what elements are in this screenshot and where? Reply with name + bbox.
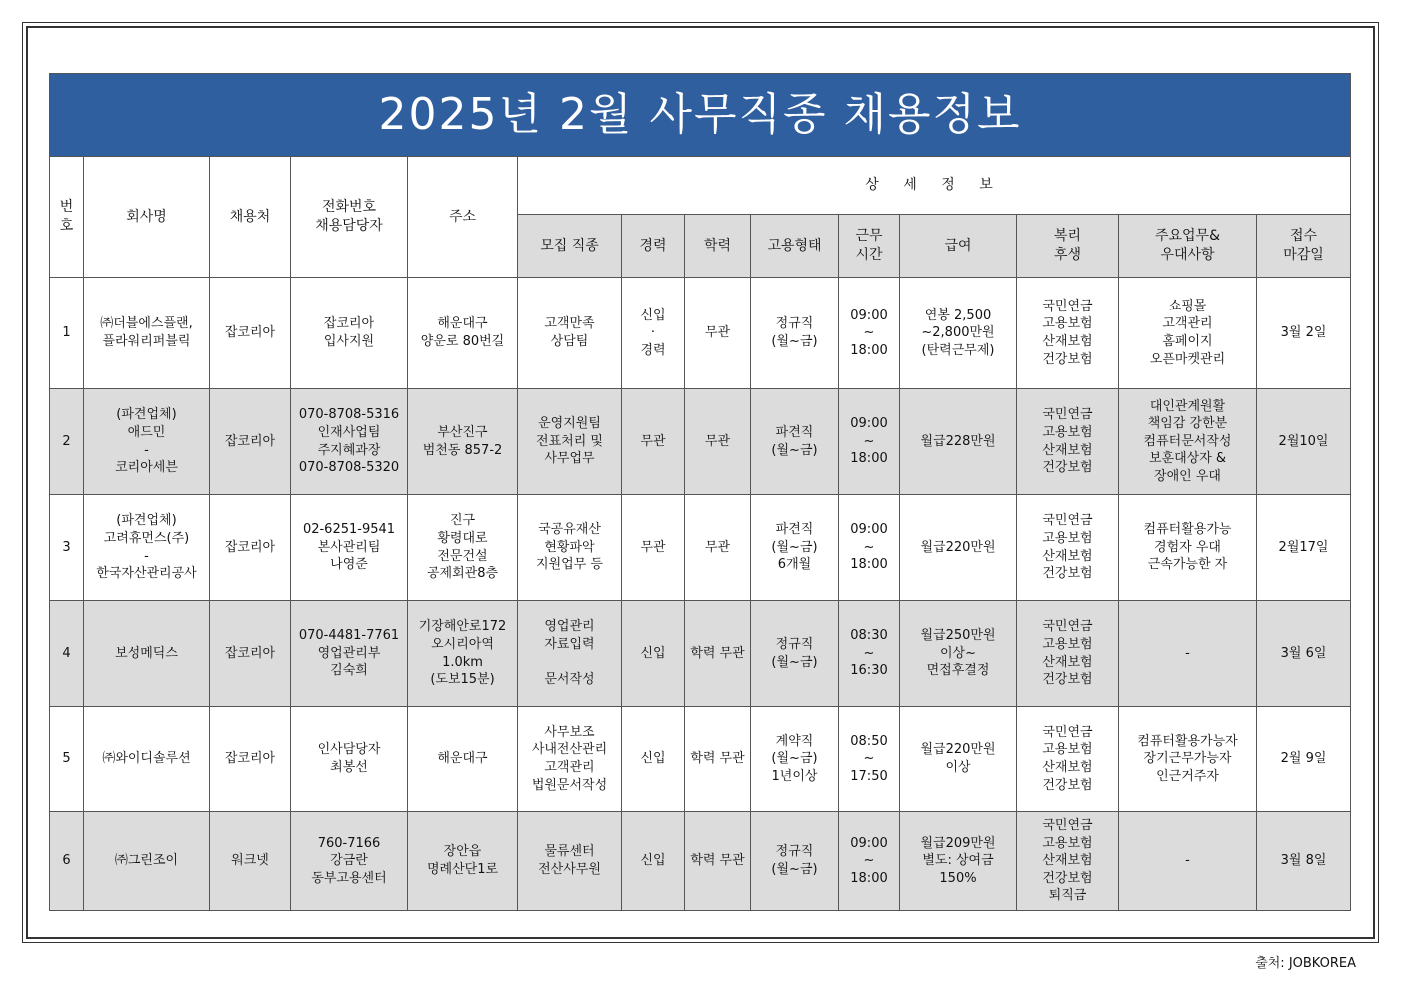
- cell-welfare-line: 국민연금: [1042, 619, 1093, 635]
- cell-duties-line: 근속가능한 자: [1147, 557, 1228, 573]
- cell-position-line: 고객관리: [544, 760, 595, 775]
- cell-hours-line: ~: [863, 433, 875, 449]
- cell-welfare-line: 국민연금: [1042, 724, 1093, 740]
- header-deadline-line: 접수: [1289, 228, 1318, 245]
- cell-welfare-line: 건강보험: [1042, 351, 1093, 367]
- cell-position-line: 현황파악: [544, 539, 595, 555]
- cell-career-line: 무관: [640, 539, 666, 555]
- cell-welfare-line: 건강보험: [1042, 777, 1093, 793]
- cell-employment-line: 정규직: [775, 636, 814, 652]
- cell-salary: [900, 389, 1017, 495]
- cell-employment: [751, 389, 839, 495]
- cell-address-line: 양운로 80번길: [420, 334, 505, 349]
- cell-hours: [839, 601, 900, 707]
- cell-welfare-line: 건강보험: [1042, 566, 1093, 582]
- cell-contact-line: 070-8708-5320: [298, 460, 400, 476]
- cell-hours: [839, 389, 900, 495]
- cell-salary: [900, 495, 1017, 601]
- header-hours-line: 근무: [855, 228, 883, 245]
- cell-duties-line: 책임감 강한분: [1147, 416, 1228, 432]
- cell-duties-line: 고객관리: [1162, 316, 1213, 332]
- cell-hours-line: 18:00: [850, 557, 888, 573]
- cell-employment: [751, 278, 839, 389]
- cell-hours-line: ~: [863, 539, 875, 555]
- header-hours: [839, 215, 900, 278]
- cell-duties: [1119, 389, 1257, 495]
- cell-employment-line: 정규직: [775, 316, 814, 332]
- cell-employment: [751, 601, 839, 707]
- cell-address-line: 기장해안로172: [418, 619, 507, 635]
- header-employer: 채용처: [210, 157, 291, 278]
- cell-address: [408, 495, 518, 601]
- cell-salary-line: 월급228만원: [920, 433, 996, 449]
- cell-company: [84, 389, 210, 495]
- cell-deadline: 3월 6일: [1257, 601, 1351, 707]
- cell-address: [408, 389, 518, 495]
- cell-contact: [291, 812, 408, 911]
- cell-contact-line: 동부고용센터: [311, 870, 387, 886]
- cell-duties: [1119, 278, 1257, 389]
- source-credit: 출처: JOBKOREA: [1255, 956, 1356, 971]
- header-position: 모집 직종: [518, 215, 622, 278]
- cell-salary-line: 150%: [939, 870, 977, 886]
- cell-duties-line: 인근거주자: [1156, 768, 1219, 784]
- header-employment: 고용형태: [751, 215, 839, 278]
- cell-hours-line: 09:00: [850, 307, 888, 323]
- cell-address-line: 오시리아역: [431, 636, 494, 652]
- cell-career-line: ·: [650, 325, 656, 341]
- cell-career: [622, 389, 685, 495]
- header-duties-line: 주요업무&: [1154, 228, 1220, 245]
- cell-welfare-line: 산재보험: [1042, 760, 1093, 775]
- cell-welfare-line: 국민연금: [1042, 407, 1093, 423]
- cell-welfare-line: 고용보험: [1042, 742, 1093, 758]
- job-listing-table: [49, 73, 1351, 911]
- cell-welfare-line: 고용보험: [1042, 424, 1093, 440]
- cell-address-line: 범천동 857-2: [422, 442, 503, 458]
- cell-company-line: 고려휴먼스(주): [103, 530, 190, 546]
- cell-salary-line: ~2,800만원: [921, 325, 995, 341]
- cell-contact: [291, 707, 408, 812]
- cell-position-line: 사무업무: [544, 451, 595, 467]
- header-detail: 상 세 정 보: [518, 157, 1351, 215]
- cell-contact-line: 나영준: [330, 557, 368, 573]
- cell-address-line: 전문건설: [437, 548, 488, 564]
- cell-employment: [751, 812, 839, 911]
- cell-hours-line: ~: [863, 325, 875, 341]
- cell-welfare-line: 고용보험: [1042, 530, 1093, 546]
- header-education: 학력: [685, 215, 751, 278]
- cell-no: 5: [50, 707, 84, 812]
- cell-salary-line: 이상: [945, 760, 971, 775]
- cell-welfare-line: 국민연금: [1042, 513, 1093, 529]
- cell-education: 무관: [685, 389, 751, 495]
- cell-duties-line: 쇼핑몰: [1168, 298, 1207, 314]
- cell-contact-line: 760-7166: [317, 835, 381, 851]
- cell-company-line: 보성메딕스: [115, 645, 178, 661]
- cell-duties-line: 장애인 우대: [1154, 468, 1221, 484]
- header-career: 경력: [622, 215, 685, 278]
- cell-hours: [839, 812, 900, 911]
- cell-contact-line: 강금란: [330, 853, 368, 869]
- cell-deadline: 2월10일: [1257, 389, 1351, 495]
- cell-address: [408, 812, 518, 911]
- cell-duties: [1119, 495, 1257, 601]
- cell-employment-line: 6개월: [777, 557, 812, 573]
- cell-welfare-line: 고용보험: [1042, 835, 1093, 851]
- cell-salary-line: 월급209만원: [920, 835, 996, 851]
- cell-salary-line: (탄력근무제): [921, 342, 995, 358]
- cell-position-line: 고객만족: [544, 316, 595, 332]
- cell-contact-line: 070-4481-7761: [298, 628, 400, 644]
- cell-address-line: 진구: [449, 513, 476, 529]
- cell-employment-line: (월~금): [771, 442, 818, 458]
- cell-contact-line: 070-8708-5316: [298, 407, 400, 423]
- cell-welfare: [1017, 495, 1119, 601]
- cell-duties: [1119, 707, 1257, 812]
- cell-career-line: 신입: [640, 751, 666, 767]
- cell-duties-line: 홈페이지: [1162, 334, 1213, 349]
- cell-company: [84, 601, 210, 707]
- cell-employer: 잡코리아: [210, 707, 291, 812]
- cell-hours-line: 18:00: [850, 451, 888, 467]
- cell-contact-line: 잡코리아: [323, 316, 375, 332]
- cell-hours: [839, 278, 900, 389]
- cell-welfare-line: 건강보험: [1042, 870, 1093, 886]
- cell-welfare-line: 산재보험: [1042, 853, 1093, 869]
- cell-position: [518, 707, 622, 812]
- cell-salary: [900, 707, 1017, 812]
- cell-employer: 잡코리아: [210, 495, 291, 601]
- cell-contact: [291, 278, 408, 389]
- header-welfare-line: 후생: [1053, 247, 1082, 263]
- header-deadline: [1257, 215, 1351, 278]
- cell-hours-line: 16:30: [850, 663, 888, 679]
- page-title: 2025년 2월 사무직종 채용정보: [50, 74, 1351, 157]
- cell-welfare-line: 고용보험: [1042, 636, 1093, 652]
- cell-position: [518, 495, 622, 601]
- cell-welfare: [1017, 601, 1119, 707]
- cell-company-line: 한국자산관리공사: [96, 566, 197, 582]
- cell-salary-line: 월급220만원: [920, 742, 996, 758]
- cell-position-line: 상담팀: [550, 334, 589, 349]
- cell-career: [622, 495, 685, 601]
- cell-salary: [900, 601, 1017, 707]
- header-duties: [1119, 215, 1257, 278]
- header-welfare: [1017, 215, 1119, 278]
- cell-welfare-line: 산재보험: [1042, 654, 1093, 670]
- cell-contact-line: 최봉선: [330, 760, 368, 775]
- cell-employment: [751, 707, 839, 812]
- cell-career-line: 신입: [640, 307, 666, 323]
- cell-employment-line: (월~금): [771, 539, 818, 555]
- cell-welfare-line: 고용보험: [1042, 316, 1093, 332]
- cell-address-line: 해운대구: [437, 751, 488, 767]
- cell-no: 1: [50, 278, 84, 389]
- cell-duties-line: 장기근무가능자: [1143, 751, 1232, 767]
- cell-duties: [1119, 601, 1257, 707]
- cell-welfare: [1017, 389, 1119, 495]
- header-no: [50, 157, 84, 278]
- table-row: [50, 707, 1351, 812]
- cell-employment-line: 파견직: [775, 522, 814, 538]
- header-contact-line: 채용담당자: [315, 218, 383, 234]
- cell-welfare-line: 산재보험: [1042, 548, 1093, 564]
- cell-welfare-line: 국민연금: [1042, 298, 1093, 314]
- cell-career: [622, 601, 685, 707]
- cell-duties-line: 대인관계원활: [1149, 398, 1226, 414]
- cell-no: 3: [50, 495, 84, 601]
- cell-hours: [839, 495, 900, 601]
- cell-position: [518, 389, 622, 495]
- cell-employer: 잡코리아: [210, 389, 291, 495]
- cell-duties-line: 컴퓨터활용가능자: [1137, 733, 1238, 749]
- cell-position-line: 영업관리: [544, 619, 595, 635]
- cell-employer: 잡코리아: [210, 278, 291, 389]
- cell-position-line: 문서작성: [544, 672, 595, 688]
- cell-education: 학력 무관: [685, 707, 751, 812]
- cell-position-line: 운영지원팀: [538, 416, 601, 432]
- cell-deadline: 3월 2일: [1257, 278, 1351, 389]
- cell-duties-line: 경험자 우대: [1154, 539, 1221, 555]
- table-row: [50, 278, 1351, 389]
- cell-career-line: 신입: [640, 853, 666, 869]
- cell-hours-line: ~: [863, 751, 875, 767]
- cell-employment-line: (월~금): [771, 862, 818, 877]
- cell-hours-line: 18:00: [850, 342, 888, 358]
- cell-career: [622, 812, 685, 911]
- cell-address: [408, 707, 518, 812]
- cell-position-line: 법원문서작성: [531, 777, 608, 793]
- cell-contact-line: 인사담당자: [317, 742, 381, 758]
- cell-employment-line: 정규직: [775, 844, 814, 860]
- cell-education: 무관: [685, 495, 751, 601]
- cell-career-line: 무관: [640, 433, 666, 449]
- cell-contact: [291, 601, 408, 707]
- cell-career-line: 경력: [640, 342, 666, 358]
- cell-welfare-line: 건강보험: [1042, 460, 1093, 476]
- cell-employment-line: (월~금): [771, 654, 818, 670]
- cell-employment-line: (월~금): [771, 751, 818, 767]
- table-row: [50, 812, 1351, 911]
- cell-welfare-line: 퇴직금: [1048, 888, 1087, 904]
- header-address: 주소: [408, 157, 518, 278]
- cell-duties: [1119, 812, 1257, 911]
- cell-company: [84, 812, 210, 911]
- cell-company-line: -: [144, 442, 149, 458]
- cell-salary-line: 월급250만원: [920, 628, 996, 644]
- cell-no: 6: [50, 812, 84, 911]
- cell-address-line: 1.0km: [442, 654, 483, 670]
- header-contact-line: 전화번호: [321, 199, 377, 216]
- cell-career: [622, 278, 685, 389]
- cell-position-line: 지원업무 등: [536, 557, 603, 573]
- cell-welfare-line: 산재보험: [1042, 442, 1093, 458]
- cell-position-line: 물류센터: [544, 844, 595, 860]
- table-row: [50, 495, 1351, 601]
- cell-contact-line: 인재사업팀: [317, 424, 381, 440]
- cell-hours-line: ~: [863, 645, 875, 661]
- cell-hours-line: 17:50: [850, 768, 888, 784]
- cell-position-line: 국공유재산: [538, 522, 601, 538]
- cell-duties-line: -: [1185, 853, 1190, 869]
- cell-salary-line: 면접후결정: [926, 663, 990, 679]
- cell-employer: 잡코리아: [210, 601, 291, 707]
- cell-position: [518, 601, 622, 707]
- cell-duties-line: 보훈대상자 &: [1148, 451, 1227, 467]
- cell-hours-line: 08:50: [850, 733, 888, 749]
- cell-deadline: 3월 8일: [1257, 812, 1351, 911]
- cell-welfare-line: 국민연금: [1042, 818, 1093, 834]
- cell-duties-line: -: [1185, 645, 1190, 661]
- cell-hours-line: 09:00: [850, 522, 888, 538]
- cell-salary-line: 별도: 상여금: [922, 853, 994, 869]
- cell-company-line: (파견업체): [116, 407, 177, 423]
- cell-welfare: [1017, 812, 1119, 911]
- cell-no: 4: [50, 601, 84, 707]
- cell-position-line: 전표처리 및: [536, 433, 603, 449]
- cell-company: [84, 495, 210, 601]
- cell-duties-line: 컴퓨터활용가능: [1143, 522, 1232, 538]
- cell-position: [518, 278, 622, 389]
- cell-contact-line: 주지혜과장: [317, 442, 381, 458]
- cell-salary: [900, 278, 1017, 389]
- cell-hours-line: 18:00: [850, 870, 888, 886]
- cell-no: 2: [50, 389, 84, 495]
- table-row: [50, 389, 1351, 495]
- cell-company-line: ㈜와이디솔루션: [102, 751, 191, 767]
- cell-address: [408, 601, 518, 707]
- cell-contact-line: 김숙희: [330, 663, 368, 679]
- cell-company: [84, 707, 210, 812]
- table-row: [50, 601, 1351, 707]
- cell-hours-line: ~: [863, 853, 875, 869]
- cell-contact: [291, 495, 408, 601]
- cell-address-line: 공제회관8층: [426, 566, 499, 582]
- cell-hours: [839, 707, 900, 812]
- cell-contact-line: 02-6251-9541: [302, 522, 396, 538]
- cell-employer: 워크넷: [210, 812, 291, 911]
- cell-address-line: 황령대로: [437, 530, 488, 546]
- cell-position: [518, 812, 622, 911]
- cell-company: [84, 278, 210, 389]
- cell-contact-line: 입사지원: [323, 334, 375, 349]
- header-hours-line: 시간: [855, 247, 883, 263]
- cell-employment-line: 계약직: [775, 733, 814, 749]
- cell-welfare: [1017, 707, 1119, 812]
- cell-position-line: 전산사무원: [538, 862, 601, 877]
- cell-employment-line: 1년이상: [771, 768, 818, 784]
- cell-company-line: ㈜더블에스플랜,: [100, 316, 193, 332]
- cell-deadline: 2월 9일: [1257, 707, 1351, 812]
- header-welfare-line: 복리: [1053, 228, 1082, 245]
- cell-employment-line: (월~금): [771, 334, 818, 349]
- cell-duties-line: 오픈마켓관리: [1149, 351, 1226, 367]
- cell-address-line: (도보15분): [430, 672, 495, 688]
- cell-employment-line: 파견직: [775, 424, 814, 440]
- cell-position-line: 사내전산관리: [531, 742, 608, 758]
- cell-hours-line: 08:30: [850, 628, 888, 644]
- cell-company-line: ㈜그린조이: [114, 853, 179, 869]
- header-company: 회사명: [84, 157, 210, 278]
- cell-education: 학력 무관: [685, 601, 751, 707]
- cell-contact-line: 영업관리부: [317, 645, 381, 661]
- cell-address-line: 장안읍: [443, 844, 482, 860]
- cell-address-line: 해운대구: [437, 316, 488, 332]
- cell-company-line: 코리아세븐: [115, 460, 178, 476]
- cell-salary: [900, 812, 1017, 911]
- header-no-text: 번호: [59, 199, 74, 234]
- header-duties-line: 우대사항: [1160, 247, 1215, 263]
- cell-contact: [291, 389, 408, 495]
- cell-welfare-line: 건강보험: [1042, 672, 1093, 688]
- cell-career: [622, 707, 685, 812]
- cell-company-line: 애드민: [127, 424, 166, 440]
- header-salary: 급여: [900, 215, 1017, 278]
- cell-welfare-line: 산재보험: [1042, 334, 1093, 349]
- cell-salary-line: 월급220만원: [920, 539, 996, 555]
- cell-salary-line: 이상~: [939, 645, 976, 661]
- cell-welfare: [1017, 278, 1119, 389]
- cell-address: [408, 278, 518, 389]
- cell-duties-line: 컴퓨터문서작성: [1143, 433, 1232, 449]
- cell-contact-line: 본사관리팀: [317, 539, 381, 555]
- header-contact: [291, 157, 408, 278]
- cell-deadline: 2월17일: [1257, 495, 1351, 601]
- cell-salary-line: 연봉 2,500: [924, 307, 992, 323]
- header-deadline-line: 마감일: [1283, 247, 1324, 263]
- cell-career-line: 신입: [640, 645, 666, 661]
- cell-education: 무관: [685, 278, 751, 389]
- cell-hours-line: 09:00: [850, 416, 888, 432]
- cell-position-line: [520, 654, 619, 672]
- job-rows: [50, 278, 1351, 911]
- cell-position-line: 자료입력: [544, 636, 595, 652]
- cell-education: 학력 무관: [685, 812, 751, 911]
- cell-employment: [751, 495, 839, 601]
- cell-position-line: 사무보조: [544, 724, 595, 740]
- cell-company-line: -: [144, 548, 149, 564]
- cell-company-line: (파견업체): [116, 513, 177, 529]
- cell-address-line: 부산진구: [437, 424, 488, 440]
- cell-hours-line: 09:00: [850, 835, 888, 851]
- cell-company-line: 플라워리퍼블릭: [102, 334, 191, 349]
- cell-address-line: 명례산단1로: [426, 862, 499, 877]
